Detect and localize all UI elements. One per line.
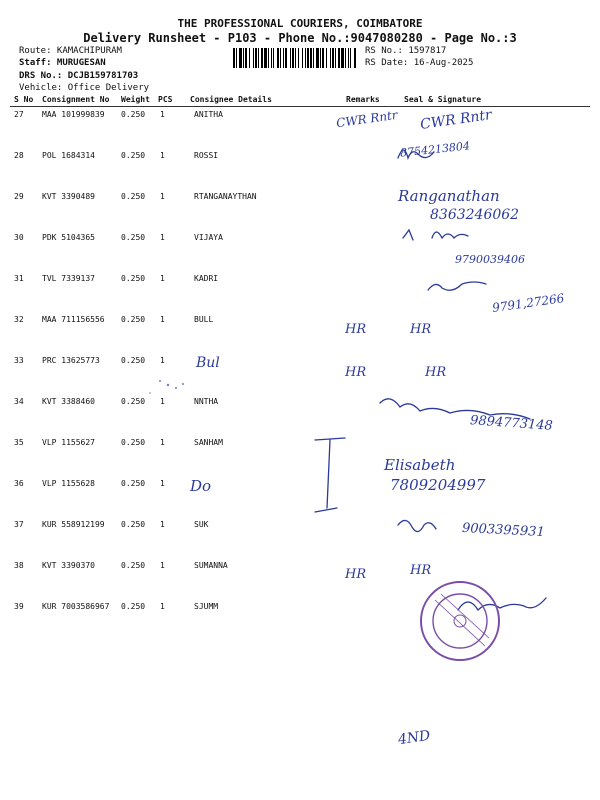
row-sno: 29 — [14, 192, 24, 201]
handwritten-footer-note: 4ND — [397, 727, 432, 749]
handwritten-phone-29: 8363246062 — [430, 207, 520, 223]
row-pcs: 1 — [160, 356, 165, 365]
handwritten-remark-38: HR — [345, 567, 367, 582]
handwritten-phone-31: 9791,27266 — [491, 291, 566, 315]
row-sno: 27 — [14, 110, 24, 119]
row-sno: 38 — [14, 561, 24, 570]
col-sno: S No — [14, 95, 34, 104]
row-consignee: NNTHA — [194, 397, 219, 406]
row-pcs: 1 — [160, 561, 165, 570]
table-row — [0, 438, 600, 479]
row-consignee: SANHAM — [194, 438, 223, 447]
row-weight: 0.250 — [121, 274, 146, 283]
company-seal-stamp — [419, 580, 501, 662]
row-consignment-no: KUR 558912199 — [42, 520, 105, 529]
row-weight: 0.250 — [121, 356, 146, 365]
handwritten-name-29: Ranganathan — [398, 187, 500, 205]
handwritten-phone-30: 9790039406 — [455, 253, 525, 266]
drs-label: DRS No.: DCJB159781703 — [19, 71, 139, 81]
row-sno: 37 — [14, 520, 24, 529]
row-weight: 0.250 — [121, 233, 146, 242]
handwritten-signature-38: HR — [410, 563, 432, 578]
handwritten-remark-33: HR — [345, 365, 367, 380]
handwritten-remark-32: HR — [345, 322, 367, 337]
row-consignment-no: VLP 1155628 — [42, 479, 95, 488]
row-weight: 0.250 — [121, 151, 146, 160]
table-row — [0, 151, 600, 192]
row-consignment-no: KVT 3388460 — [42, 397, 95, 406]
row-pcs: 1 — [160, 397, 165, 406]
handwritten-remark-27: CWR Rntr — [335, 107, 399, 131]
handwritten-name-36: Elisabeth — [384, 456, 456, 474]
handwritten-signature-33: HR — [425, 365, 447, 380]
row-weight: 0.250 — [121, 110, 146, 119]
table-row — [0, 479, 600, 520]
runsheet-title: Delivery Runsheet - P103 - Phone No.:9047080280 - Page No.:3 — [83, 31, 517, 45]
row-consignee: SUMANNA — [194, 561, 228, 570]
handwritten-consignee-33: Bul — [196, 355, 220, 371]
handwritten-signature-32: HR — [410, 322, 432, 337]
row-sno: 31 — [14, 274, 24, 283]
row-consignment-no: KVT 3390370 — [42, 561, 95, 570]
row-sno: 33 — [14, 356, 24, 365]
staff-label: Staff: MURUGESAN — [19, 58, 106, 68]
row-pcs: 1 — [160, 520, 165, 529]
col-consignee: Consignee Details — [190, 95, 272, 104]
row-sno: 36 — [14, 479, 24, 488]
rs-number: RS No.: 1597817 — [365, 46, 447, 56]
row-consignment-no: VLP 1155627 — [42, 438, 95, 447]
row-weight: 0.250 — [121, 520, 146, 529]
row-weight: 0.250 — [121, 315, 146, 324]
header-rule — [10, 106, 590, 107]
row-weight: 0.250 — [121, 561, 146, 570]
row-weight: 0.250 — [121, 192, 146, 201]
row-consignee: KADRI — [194, 274, 219, 283]
row-sno: 32 — [14, 315, 24, 324]
table-row — [0, 315, 600, 356]
handwritten-phone-36: 7809204997 — [390, 476, 486, 494]
table-row — [0, 356, 600, 397]
handwritten-phone-37: 9003395931 — [461, 520, 546, 541]
handwritten-signature-27: CWR Rntr — [419, 107, 493, 133]
row-consignment-no: MAA 711156556 — [42, 315, 105, 324]
row-pcs: 1 — [160, 438, 165, 447]
row-consignment-no: POL 1684314 — [42, 151, 95, 160]
row-consignment-no: PRC 13625773 — [42, 356, 100, 365]
row-consignment-no: KVT 3390489 — [42, 192, 95, 201]
row-consignee: SUK — [194, 520, 209, 529]
handwritten-phone-28: 8754213804 — [399, 139, 471, 160]
row-pcs: 1 — [160, 110, 165, 119]
rs-date: RS Date: 16-Aug-2025 — [365, 58, 474, 68]
row-consignee: VIJAYA — [194, 233, 223, 242]
row-weight: 0.250 — [121, 602, 146, 611]
col-remarks: Remarks — [346, 95, 380, 104]
row-pcs: 1 — [160, 151, 165, 160]
table-row — [0, 602, 600, 643]
handwritten-phone-34: 9894773148 — [469, 413, 554, 434]
row-sno: 35 — [14, 438, 24, 447]
table-row — [0, 107, 600, 151]
row-sno: 39 — [14, 602, 24, 611]
row-weight: 0.250 — [121, 479, 146, 488]
row-consignee: ANITHA — [194, 110, 223, 119]
row-sno: 28 — [14, 151, 24, 160]
route-label: Route: KAMACHIPURAM — [19, 46, 122, 56]
row-weight: 0.250 — [121, 438, 146, 447]
row-consignment-no: KUR 7003586967 — [42, 602, 110, 611]
row-consignee: ROSSI — [194, 151, 219, 160]
company-name: THE PROFESSIONAL COURIERS, COIMBATORE — [177, 17, 423, 30]
col-weight: Weight — [121, 95, 150, 104]
row-consignment-no: TVL 7339137 — [42, 274, 95, 283]
row-weight: 0.250 — [121, 397, 146, 406]
row-consignee: RTANGANAYTHAN — [194, 192, 257, 201]
row-pcs: 1 — [160, 192, 165, 201]
row-pcs: 1 — [160, 602, 165, 611]
col-seal-signature: Seal & Signature — [404, 95, 482, 104]
row-consignee: SJUMM — [194, 602, 219, 611]
row-consignment-no: PDK 5104365 — [42, 233, 95, 242]
barcode — [233, 48, 357, 68]
row-pcs: 1 — [160, 315, 165, 324]
handwritten-consignee-36: Do — [190, 477, 212, 495]
row-consignee: BULL — [194, 315, 214, 324]
row-pcs: 1 — [160, 274, 165, 283]
row-consignment-no: MAA 101999839 — [42, 110, 105, 119]
row-pcs: 1 — [160, 233, 165, 242]
vehicle-label: Vehicle: Office Delivery — [19, 83, 150, 93]
table-row — [0, 561, 600, 602]
row-pcs: 1 — [160, 479, 165, 488]
row-sno: 34 — [14, 397, 24, 406]
col-pcs: PCS — [158, 95, 173, 104]
col-consignment: Consignment No — [42, 95, 110, 104]
row-sno: 30 — [14, 233, 24, 242]
